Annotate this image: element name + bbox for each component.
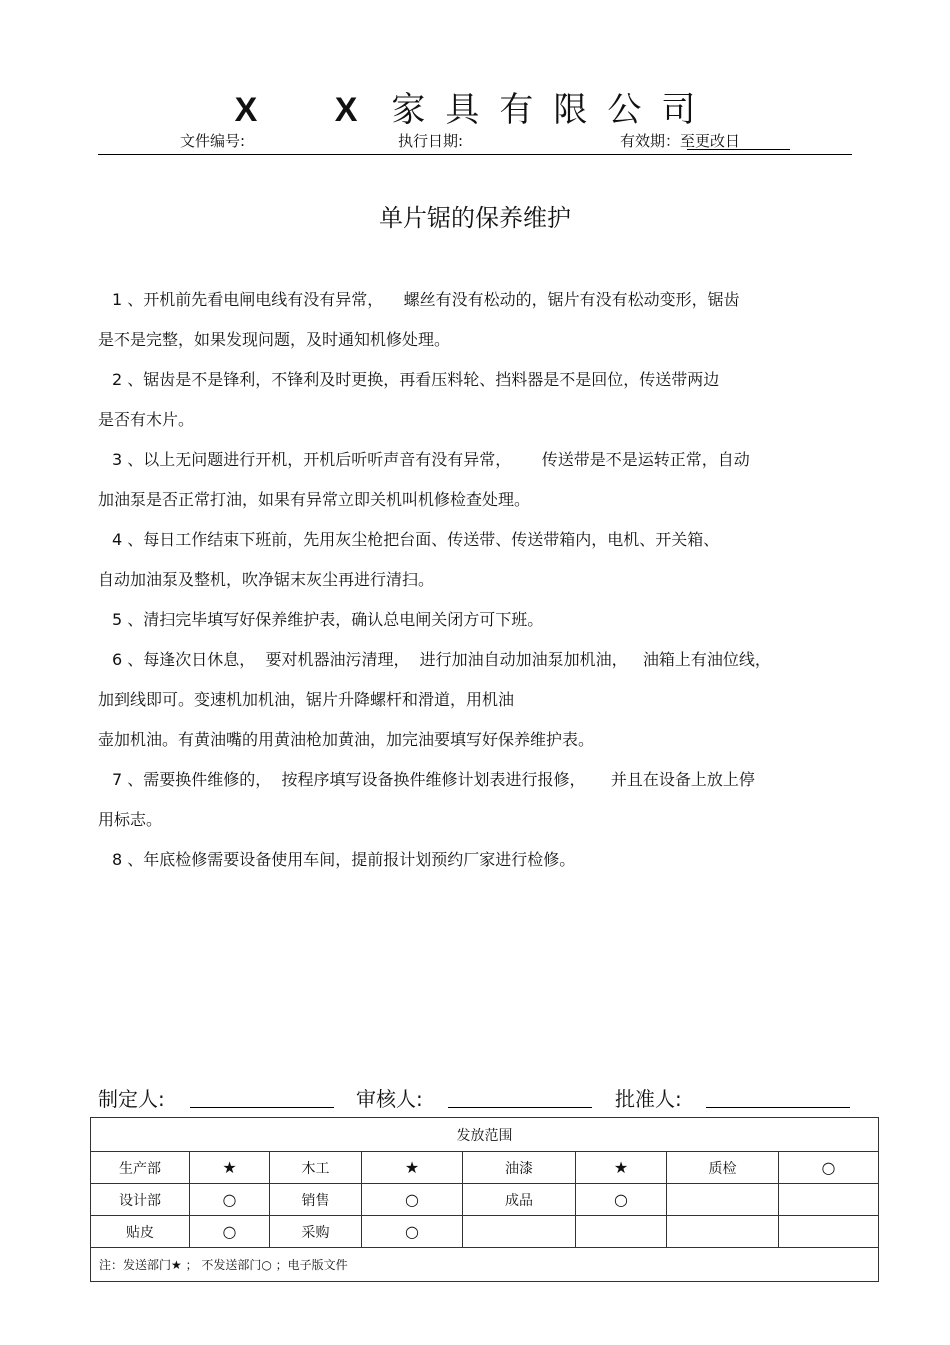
table-cell: ★	[576, 1152, 667, 1184]
table-cell	[667, 1184, 779, 1216]
table-cell: ○	[190, 1184, 270, 1216]
body-line: 加油泵是否正常打油，如果有异常立即关机叫机修检查处理。	[98, 490, 531, 509]
table-cell: 成品	[463, 1184, 576, 1216]
table-cell: 生产部	[91, 1152, 190, 1184]
table-cell: 质检	[667, 1152, 779, 1184]
body-line: 加到线即可。变速机加机油，锯片升降螺杆和滑道，用机油	[98, 690, 515, 709]
maker-line	[190, 1107, 334, 1108]
table-cell: 设计部	[91, 1184, 190, 1216]
body-line: 是否有木片。	[98, 410, 195, 429]
reviewer-line	[448, 1107, 592, 1108]
distribution-table	[90, 1117, 879, 1282]
page-title: 单片锯的保养维护	[379, 204, 571, 232]
reviewer-label: 审核人:	[356, 1087, 423, 1111]
body-line: 是不是完整，如果发现问题，及时通知机修处理。	[98, 330, 451, 349]
file-no-label: 文件编号:	[180, 132, 246, 150]
table-cell: ○	[779, 1152, 879, 1184]
approver-line	[706, 1107, 850, 1108]
body-line: 5 、清扫完毕填写好保养维护表，确认总电闸关闭方可下班。	[112, 610, 544, 629]
body-text	[98, 280, 838, 880]
table-cell: 销售	[270, 1184, 362, 1216]
table-cell: ○	[362, 1184, 463, 1216]
table-cell	[463, 1216, 576, 1248]
company-prefix: X X	[234, 91, 392, 129]
signature-row	[98, 1083, 852, 1115]
table-cell: ★	[362, 1152, 463, 1184]
table-cell: ★	[190, 1152, 270, 1184]
company-name-text: 家具有限公司	[391, 90, 716, 130]
validity-underline	[687, 149, 790, 150]
exec-date-label: 执行日期:	[398, 132, 464, 150]
table-row	[91, 1152, 879, 1184]
body-line: 自动加油泵及整机，吹净锯末灰尘再进行清扫。	[98, 570, 435, 589]
table-cell	[779, 1184, 879, 1216]
body-line: 3 、以上无问题进行开机，开机后听听声音有没有异常， 传送带是不是运转正常，自动	[112, 450, 750, 469]
table-cell	[779, 1216, 879, 1248]
table-row	[91, 1216, 879, 1248]
table-cell: 油漆	[463, 1152, 576, 1184]
approver-label: 批准人:	[615, 1087, 682, 1111]
table-header-row	[91, 1118, 879, 1152]
distribution-note: 注：发送部门★ ； 不发送部门○ ；电子版文件	[91, 1248, 879, 1282]
company-name	[0, 88, 950, 132]
validity-label: 有效期：至更改日	[620, 132, 741, 150]
body-line: 1 、开机前先看电闸电线有没有异常， 螺丝有没有松动的，锯片有没有松动变形，锯齿	[112, 290, 740, 309]
table-cell: 采购	[270, 1216, 362, 1248]
body-line: 2 、锯齿是不是锋利，不锋利及时更换，再看压料轮、挡料器是不是回位，传送带两边	[112, 370, 720, 389]
body-line: 4 、每日工作结束下班前，先用灰尘枪把台面、传送带、传送带箱内，电机、开关箱、	[112, 530, 720, 549]
body-line: 壶加机油。有黄油嘴的用黄油枪加黄油，加完油要填写好保养维护表。	[98, 730, 595, 749]
table-note-row	[91, 1248, 879, 1282]
table-row	[91, 1184, 879, 1216]
body-line: 用标志。	[98, 810, 163, 829]
table-cell: ○	[576, 1184, 667, 1216]
table-cell: ○	[362, 1216, 463, 1248]
table-cell	[667, 1216, 779, 1248]
document-meta	[98, 128, 852, 155]
table-cell	[576, 1216, 667, 1248]
maker-label: 制定人:	[98, 1087, 165, 1111]
body-line: 7 、需要换件维修的， 按程序填写设备换件维修计划表进行报修， 并且在设备上放上停	[112, 770, 755, 789]
body-line: 6 、每逢次日休息， 要对机器油污清理， 进行加油自动加油泵加机油， 油箱上有油位线，	[112, 650, 771, 669]
table-cell: 木工	[270, 1152, 362, 1184]
body-line: 8 、年底检修需要设备使用车间，提前报计划预约厂家进行检修。	[112, 850, 576, 869]
distribution-header: 发放范围	[91, 1118, 879, 1152]
table-cell: 贴皮	[91, 1216, 190, 1248]
table-cell: ○	[190, 1216, 270, 1248]
